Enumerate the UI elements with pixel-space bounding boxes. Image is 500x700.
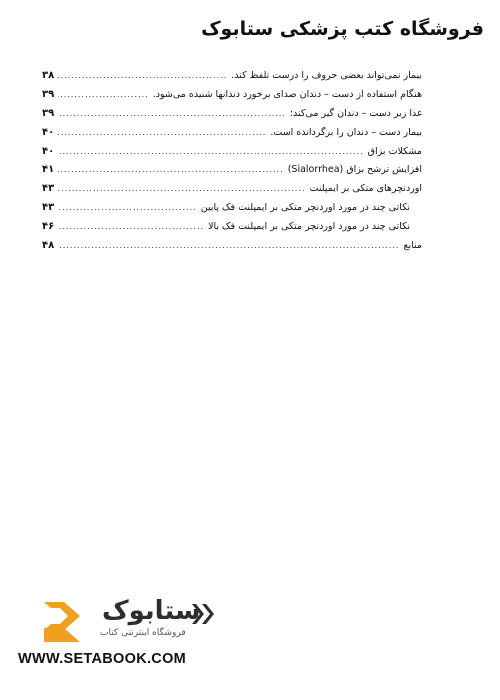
toc-entry[interactable] xyxy=(42,89,422,108)
dot-leader xyxy=(58,165,283,174)
toc-entry[interactable] xyxy=(42,70,422,89)
toc-entry-title: غذا زیر دست – دندان گیر می‌کند: xyxy=(289,107,422,119)
toc-entry-title: هنگام استفاده از دست – دندان صدای برخورد دندانها شنیده می‌شود. xyxy=(152,88,422,100)
toc-entry-page-number: ۴۳ xyxy=(42,183,55,195)
toc-entry-page-number: ۳۹ xyxy=(42,88,55,100)
dot-leader xyxy=(58,241,399,250)
toc-entry-title: افزایش ترشح بزاق (Sialorrhea) xyxy=(287,164,422,176)
toc-entry-title: مشکلات بزاق xyxy=(367,145,422,157)
page-title: فروشگاه کتب پزشکی ستابوک xyxy=(201,18,484,40)
toc-entry[interactable] xyxy=(42,164,422,183)
dot-leader xyxy=(58,147,363,156)
toc-entry-page-number: ۴۱ xyxy=(42,164,55,176)
toc-entry-page-number: ۴۳ xyxy=(42,202,55,214)
toc-entry-title: منابع xyxy=(403,240,422,252)
website-url[interactable]: WWW.SETABOOK.COM xyxy=(18,651,187,667)
toc-entry[interactable] xyxy=(42,202,422,221)
toc-entry[interactable] xyxy=(42,240,422,259)
toc-entry-title: بیمار نمی‌تواند بعضی حروف را درست تلفظ کند. xyxy=(231,70,422,81)
dot-leader xyxy=(58,222,204,231)
dot-leader xyxy=(58,128,266,137)
logo-subtitle: فروشگاه اینترنتی کتاب xyxy=(100,628,186,638)
toc-entry-title: اوردنچرهای متکی بر ایمپلنت xyxy=(309,183,422,195)
logo-text: ستابوک xyxy=(102,596,201,626)
toc-entry-page-number: ۴۰ xyxy=(42,126,55,138)
toc-entry-page-number: ۴۸ xyxy=(42,240,55,252)
dot-leader xyxy=(58,203,197,212)
toc-entry-title: نکاتی چند در مورد اوردنچر متکی بر ایمپلنت فک بالا xyxy=(208,221,410,233)
logo-mark-icon xyxy=(40,598,96,644)
toc-entry-page-number: ۴۰ xyxy=(42,145,55,157)
toc-entry[interactable] xyxy=(42,183,422,202)
dot-leader xyxy=(58,90,149,99)
toc-entry[interactable] xyxy=(42,127,422,146)
toc-entry-title: بیمار دست – دندان را برگردانده است. xyxy=(270,126,422,138)
toc-entry-page-number: ۴۶ xyxy=(42,221,55,233)
arrow-icon xyxy=(190,602,218,626)
setabook-logo xyxy=(40,598,220,648)
table-of-contents xyxy=(42,70,422,259)
toc-entry-title: نکاتی چند در مورد اوردنچر متکی بر ایمپلنت فک پایین xyxy=(200,202,410,214)
toc-entry[interactable] xyxy=(42,108,422,127)
dot-leader xyxy=(58,71,227,80)
toc-entry-page-number: ۳۸ xyxy=(42,70,55,81)
toc-entry[interactable] xyxy=(42,221,422,240)
dot-leader xyxy=(58,184,305,193)
dot-leader xyxy=(58,109,286,118)
toc-entry[interactable] xyxy=(42,146,422,165)
toc-entry-page-number: ۳۹ xyxy=(42,107,55,119)
